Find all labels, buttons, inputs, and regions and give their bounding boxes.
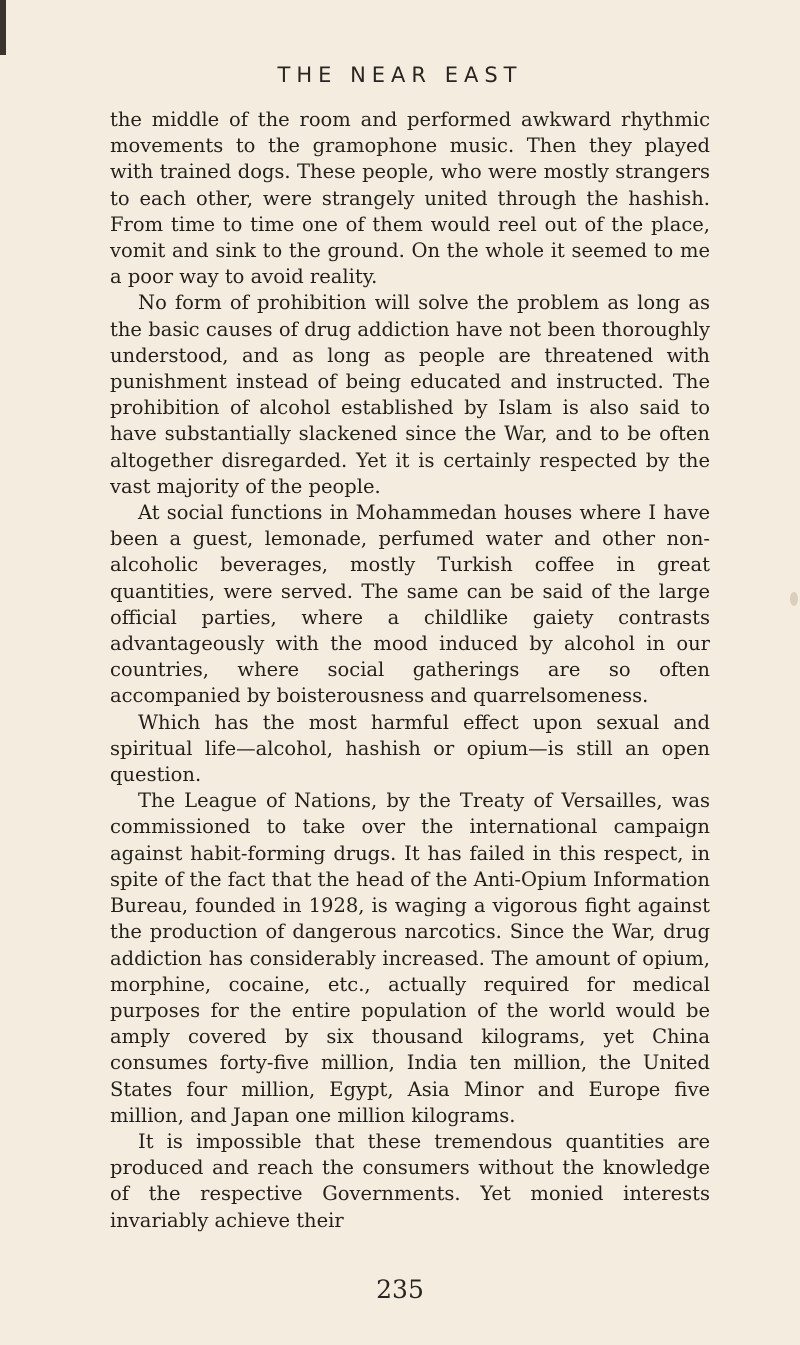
running-header: THE NEAR EAST: [277, 63, 523, 87]
paragraph: Which has the most harmful effect upon sexual and spiritual life—alcohol, hashish or opium—is still an open question.: [110, 710, 710, 787]
paragraph: At social functions in Mohammedan houses where I have been a guest, lemonade, perfumed water and other non-alcoholic beverages, mostly Turkish coffee in great quantities, were served. The same can be said of the large official parties, where a childlike gaiety contrasts advantageously with the mood induced by alcohol in our countries, where social gatherings are so often accompanied by boisterousness and quarrelsomeness.: [110, 501, 710, 708]
page-number: 235: [376, 1275, 424, 1304]
page-edge-shadow: [0, 0, 6, 55]
paragraph: the middle of the room and performed awkward rhythmic movements to the gramophone music. Then they played with trained dogs. These people, who were mostly strangers to each other, were strangely united through the hashish. From time to time one of them would reel out of the place, vomit and sink to the ground. On the whole it seemed to me a poor way to avoid reality.: [110, 108, 710, 289]
paragraph: The League of Nations, by the Treaty of Versailles, was commissioned to take over the international campaign against habit-forming drugs. It has failed in this respect, in spite of the fact that the head of the Anti-Opium Information Bureau, founded in 1928, is waging a vigorous fight against the production of dangerous narcotics. Since the War, drug addiction has considerably increased. The amount of opium, morphine, cocaine, etc., actually required for medical purposes for the entire population of the world would be amply covered by six thousand kilograms, yet China consumes forty-five million, India ten million, the United States four million, Egypt, Asia Minor and Europe five million, and Japan one million kilograms.: [110, 789, 710, 1127]
paragraph: It is impossible that these tremendous quantities are produced and reach the consumers without the knowledge of the respective Governments. Yet monied interests invariably achieve their: [110, 1129, 710, 1232]
paragraph: No form of prohibition will solve the problem as long as the basic causes of drug addiction have not been thoroughly understood, and as long as people are threatened with punishment instead of being educated and instructed. The prohibition of alcohol established by Islam is also said to have substantially slackened since the War, and to be often altogether disregarded. Yet it is certainly respected by the vast majority of the people.: [110, 291, 710, 498]
paper-smudge: [790, 592, 798, 606]
body-text: [110, 107, 710, 1234]
